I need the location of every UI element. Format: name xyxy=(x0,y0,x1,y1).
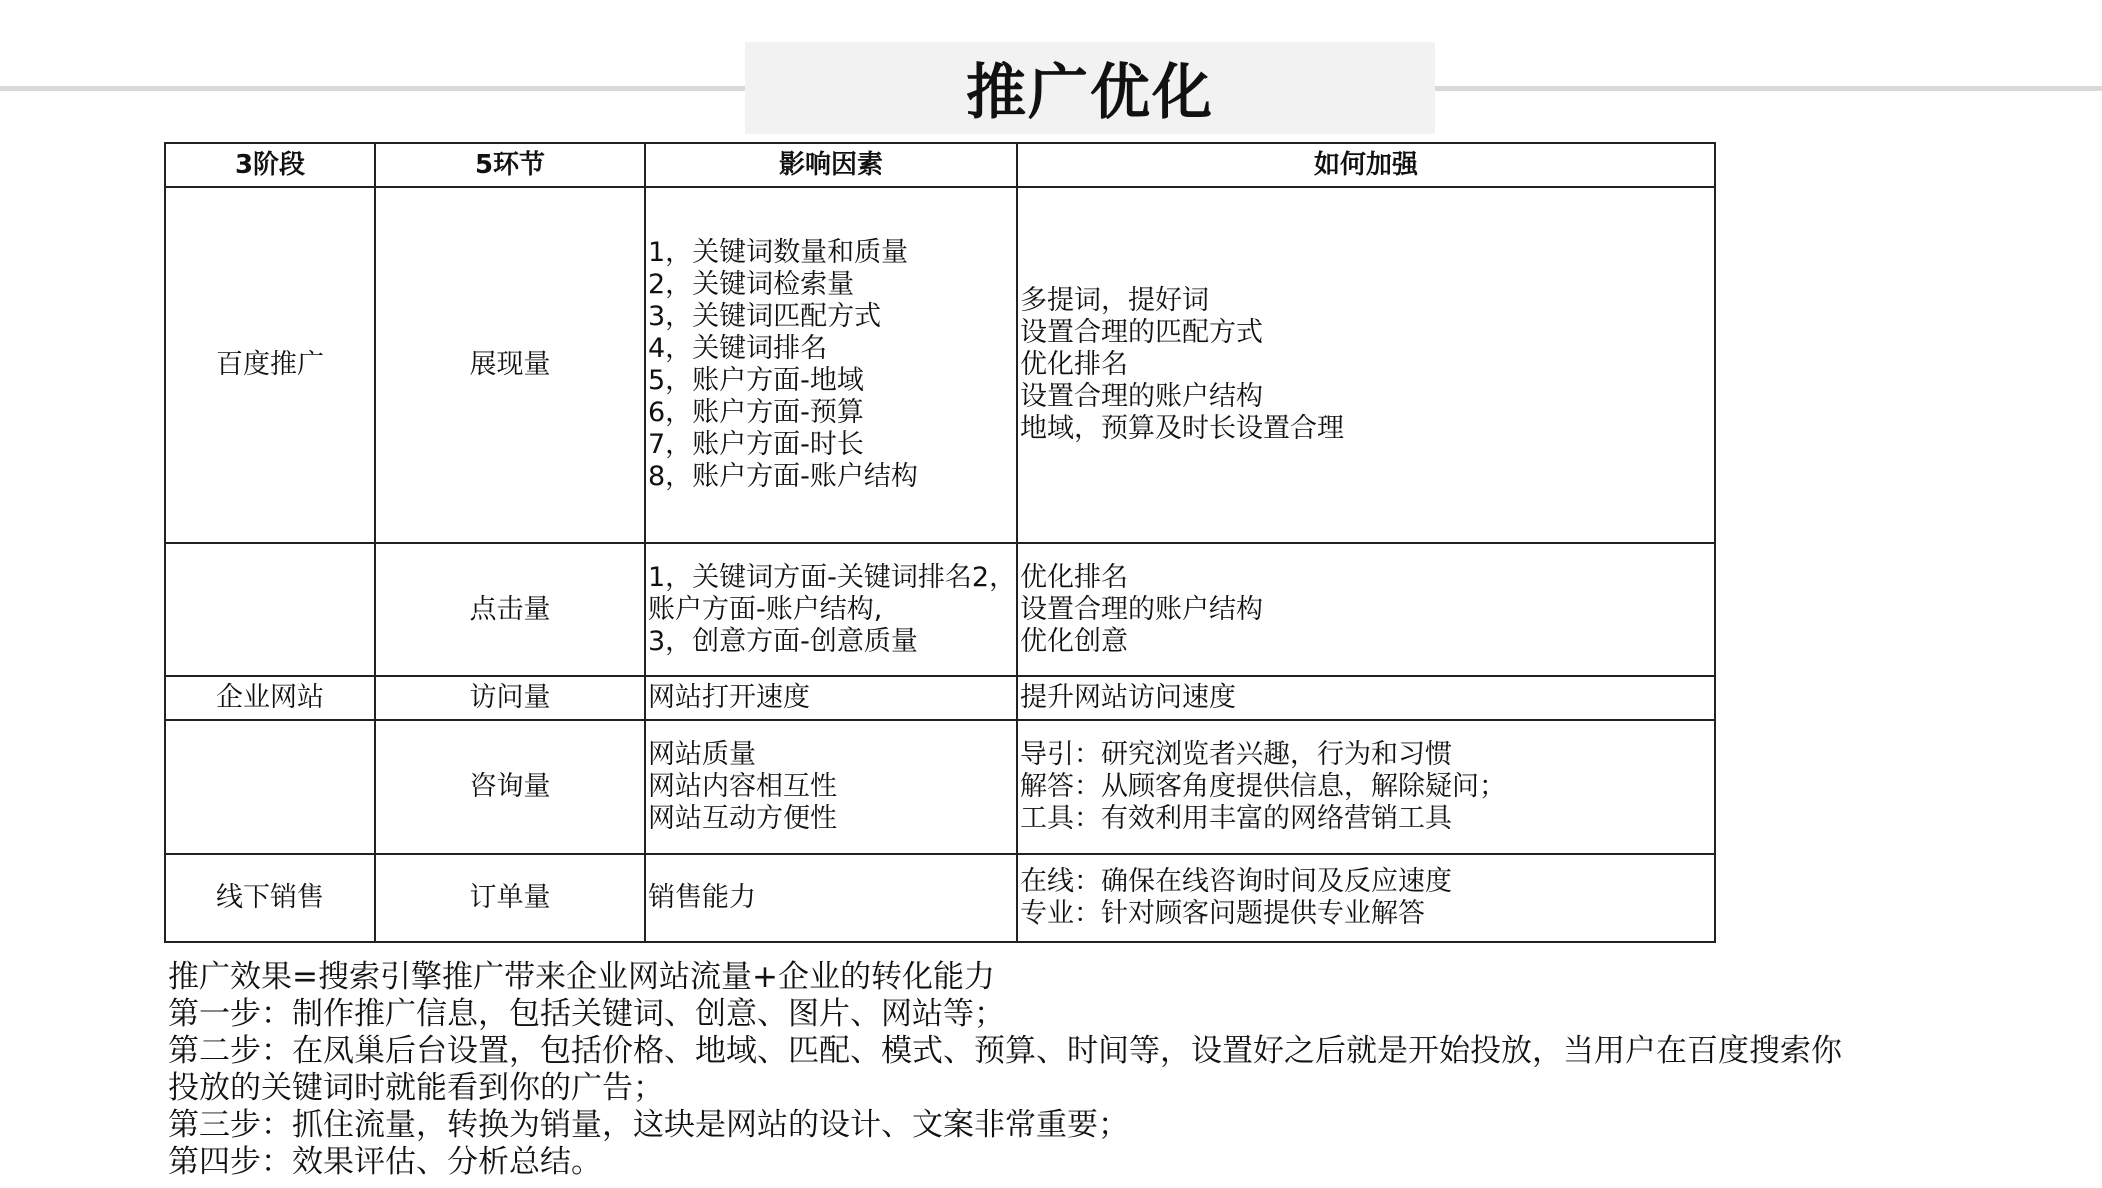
promotion-table xyxy=(164,142,1716,943)
improve-line: 导引：研究浏览者兴趣，行为和习惯 xyxy=(1020,739,1452,770)
improve-line: 优化排名 xyxy=(1020,561,1128,593)
improve-line: 在线：确保在线咨询时间及反应速度 xyxy=(1020,866,1452,897)
improve-cell xyxy=(1017,854,1715,942)
note-line: 第一步：制作推广信息，包括关键词、创意、图片、网站等； xyxy=(168,996,1005,1032)
page-title: 推广优化 xyxy=(966,58,1214,128)
factor-line: 8，账户方面-账户结构 xyxy=(648,461,918,492)
improve-line: 优化排名 xyxy=(1020,349,1128,380)
improve-line: 专业：针对顾客问题提供专业解答 xyxy=(1020,898,1425,929)
factor-line: 3，创意方面-创意质量 xyxy=(648,625,918,657)
improve-line: 设置合理的账户结构 xyxy=(1020,381,1263,412)
improve-cell xyxy=(1017,187,1715,543)
title-box xyxy=(745,42,1435,134)
stage-cell xyxy=(165,720,375,854)
stage-cell xyxy=(165,543,375,676)
factor-line: 6，账户方面-预算 xyxy=(648,397,864,428)
factor-line: 3，关键词匹配方式 xyxy=(648,301,882,332)
stage-cell: 企业网站 xyxy=(165,676,375,720)
stage-cell: 线下销售 xyxy=(165,854,375,942)
improve-line: 地域，预算及时长设置合理 xyxy=(1020,413,1344,444)
factor-line: 2，关键词检索量 xyxy=(648,269,855,300)
step-cell: 展现量 xyxy=(375,187,645,543)
table-row xyxy=(165,187,1715,543)
table-row xyxy=(165,676,1715,720)
factors-cell xyxy=(645,676,1017,720)
header-improve: 如何加强 xyxy=(1017,143,1715,187)
factors-cell xyxy=(645,720,1017,854)
factor-line: 销售能力 xyxy=(648,882,756,913)
note-line: 推广效果=搜索引擎推广带来企业网站流量+企业的转化能力 xyxy=(168,959,995,995)
step-cell: 订单量 xyxy=(375,854,645,942)
improve-line: 多提词，提好词 xyxy=(1020,285,1209,316)
note-line: 第二步：在凤巢后台设置，包括价格、地域、匹配、模式、预算、时间等，设置好之后就是开始投放，当用户在百度搜索你 xyxy=(168,1033,1842,1069)
improve-line: 工具：有效利用丰富的网络营销工具 xyxy=(1020,803,1452,834)
table-row xyxy=(165,854,1715,942)
factor-line: 网站质量 xyxy=(648,739,756,770)
factor-line: 4，关键词排名 xyxy=(648,333,828,364)
improve-line: 设置合理的匹配方式 xyxy=(1020,317,1263,348)
factor-line: 1，关键词方面-关键词排名2， xyxy=(648,561,1017,593)
improve-cell xyxy=(1017,720,1715,854)
table-row xyxy=(165,720,1715,854)
factors-cell xyxy=(645,543,1017,676)
factors-cell xyxy=(645,187,1017,543)
step-cell: 访问量 xyxy=(375,676,645,720)
factors-cell xyxy=(645,854,1017,942)
improve-line: 解答：从顾客角度提供信息，解除疑问； xyxy=(1020,771,1506,802)
factor-line: 网站互动方便性 xyxy=(648,803,837,834)
factor-line: 账户方面-账户结构, xyxy=(648,593,883,625)
factor-line: 网站内容相互性 xyxy=(648,771,837,802)
note-line: 第四步：效果评估、分析总结。 xyxy=(168,1144,602,1180)
factor-line: 5，账户方面-地域 xyxy=(648,365,864,396)
notes-block xyxy=(168,959,1928,1181)
note-line: 第三步：抓住流量，转换为销量，这块是网站的设计、文案非常重要； xyxy=(168,1107,1129,1143)
stage-cell: 百度推广 xyxy=(165,187,375,543)
improve-line: 设置合理的账户结构 xyxy=(1020,593,1263,625)
header-factors: 影响因素 xyxy=(645,143,1017,187)
step-cell: 咨询量 xyxy=(375,720,645,854)
table-header-row xyxy=(165,143,1715,187)
improve-line: 优化创意 xyxy=(1020,625,1128,657)
improve-line: 提升网站访问速度 xyxy=(1020,682,1236,713)
note-line: 投放的关键词时就能看到你的广告； xyxy=(168,1070,664,1106)
table-row xyxy=(165,543,1715,676)
factor-line: 网站打开速度 xyxy=(648,682,810,713)
header-stage: 3阶段 xyxy=(165,143,375,187)
step-cell: 点击量 xyxy=(375,543,645,676)
factor-line: 1，关键词数量和质量 xyxy=(648,237,909,268)
factor-line: 7，账户方面-时长 xyxy=(648,429,864,460)
improve-cell xyxy=(1017,543,1715,676)
header-step: 5环节 xyxy=(375,143,645,187)
improve-cell xyxy=(1017,676,1715,720)
